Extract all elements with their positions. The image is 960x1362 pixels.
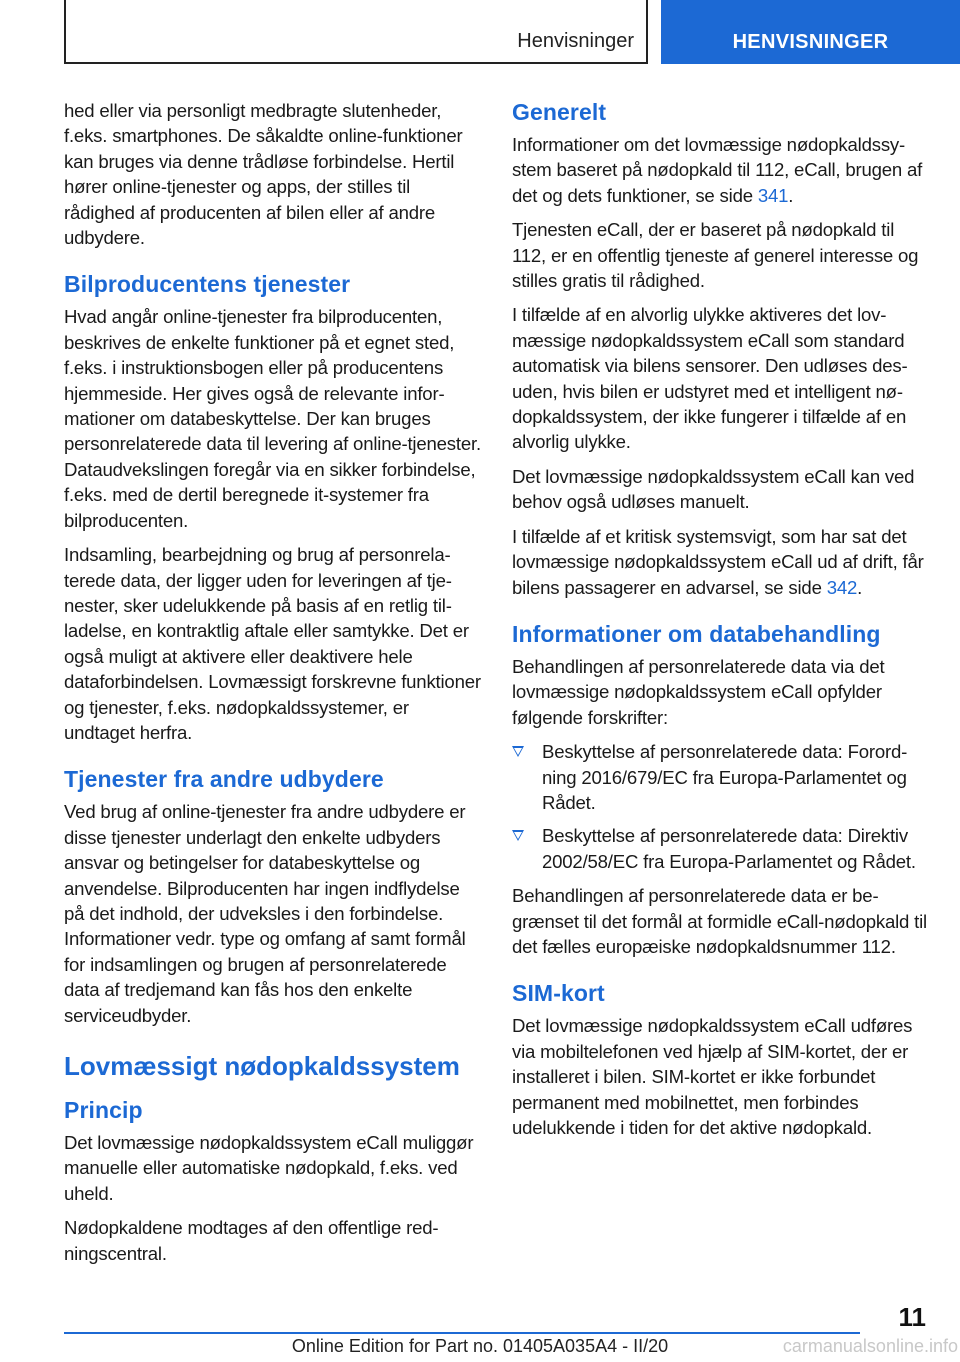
right-column (512, 98, 932, 1149)
intro-paragraph: hed eller via personligt medbragte slutenheder, f.eks. smartphones. De såkaldte online-funktioner kan bruges via denne trådløse forbindelse. Hertil hører online-tjenester og apps, der stilles til rådighed af producenten af bilen eller af andre udbydere. (64, 100, 463, 249)
bullet-list (512, 739, 932, 874)
footer-edition-text: Online Edition for Part no. 01405A035A4 - II/20 (291, 1336, 669, 1356)
list-item (512, 739, 932, 815)
paragraph: Det lovmæssige nødopkaldssystem eCall muliggør manuelle eller automatiske nødopkald, f.eks. ved uheld. (64, 1132, 474, 1204)
paragraph: Indsamling, bearbejdning og brug af personrelaterede data, der ligger uden for leveringen af tjenester, sker udelukkende på basis af en retlig tilladelse, en kontraktlig aftale eller samtykke. Det er også muligt at aktivere eller deaktivere hele dataforbindelsen. Lovmæssigt forskrevne funktioner og tjenester, f.eks. nødopkaldssystemer, er undtaget herfra. (64, 544, 481, 743)
heading-informationer-om-databehandling: Informationer om databehandling (512, 620, 881, 647)
page-link-342[interactable]: 342 (826, 576, 858, 598)
paragraph: Behandlingen af personrelaterede data via det lovmæssige nødopkaldssystem eCall opfylder følgende forskrifter: (512, 655, 885, 728)
heading-bilproducentens-tjenester: Bilproducentens tjenester (64, 271, 351, 298)
heading-generelt: Generelt (512, 99, 607, 125)
text: Informationer om det lovmæssige nødopkaldssystem baseret på nødopkald til 112, eCall, brugen af det og dets funktioner, se side (512, 134, 923, 206)
text: I tilfælde af et kritisk systemsvigt, som har sat det lovmæssige nødopkaldssystem eCall ud af drift, får bilens passagerer en advarsel, se side (512, 525, 924, 598)
footer-divider (64, 1332, 860, 1334)
triangle-bullet-icon (512, 746, 524, 757)
watermark: carmanualsonline.info (782, 1336, 958, 1356)
page-number: 11 (898, 1302, 926, 1332)
paragraph: Det lovmæssige nødopkaldssystem eCall udføres via mobiltelefonen ved hjælp af SIM-kortet, der er installeret i bilen. SIM-kortet er ikke forbundet permanent med mobilnettet, men forbindes udelukkende i tiden for det aktive nødopkald. (512, 1015, 913, 1138)
header-section-title: Henvisninger (517, 30, 634, 52)
triangle-bullet-icon (512, 830, 524, 841)
paragraph: Hvad angår online-tjenester fra bilproducenten, beskrives de enkelte funktioner på et egnet sted, f.eks. i instruktionsbogen eller på producentens hjemmeside. Her gives også de relevante informationer om databeskyttelse. Der kan bruges personrelaterede data til levering af online-tjenester. Dataudvekslingen foregår via en sikker forbindelse, f.eks. med de dertil beregnede it-systemer fra bilproducenten. (64, 306, 481, 531)
list-item-text: Beskyttelse af personrelaterede data: Direktiv 2002/58/EC fra Europa-Parlamentet og Rådet. (542, 825, 916, 872)
left-column (64, 98, 484, 1275)
paragraph: I tilfælde af en alvorlig ulykke aktiveres det lovmæssige nødopkaldssystem eCall som standard automatisk via bilens sensorer. Den udløses desuden, hvis bilen er udstyret med et intelligent nødopkaldssystem, der ikke fungerer i tilfælde af en alvorlig ulykke. (512, 304, 908, 453)
paragraph: Nødopkaldene modtages af den offentlige redningscentral. (64, 1217, 439, 1264)
paragraph: Tjenesten eCall, der er baseret på nødopkald til 112, er en offentlig tjeneste af generel interesse og stilles gratis til rådighed. (512, 219, 919, 292)
page-link-341[interactable]: 341 (757, 184, 789, 206)
paragraph: Det lovmæssige nødopkaldssystem eCall kan ved behov også udløses manuelt. (512, 465, 915, 513)
paragraph (512, 524, 932, 600)
header-section-box (64, 0, 648, 64)
heading-tjenester-fra-andre: Tjenester fra andre udbydere (64, 766, 384, 793)
heading-sim-kort: SIM-kort (512, 980, 605, 1007)
text: . (857, 576, 863, 598)
list-item (512, 823, 932, 874)
paragraph (512, 132, 932, 208)
heading-lovmaessigt-nodopkaldssystem: Lovmæssigt nødopkaldssystem (64, 1051, 460, 1081)
heading-princip: Princip (64, 1097, 143, 1123)
paragraph: Ved brug af online-tjenester fra andre udbydere er disse tjenester underlagt den enkelte udbyders ansvar og betingelser for databeskyttelse og anvendelse. Bilproducenten har ingen indflydelse på det indhold, der udveksles i den forbindelse. Informationer vedr. type og omfang af samt formål for indsamlingen og brugen af personrelaterede data af tredjemand kan fås hos den enkelte serviceudbyder. (64, 801, 466, 1026)
list-item-text: Beskyttelse af personrelaterede data: Forordning 2016/679/EC fra Europa-Parlamentet og Rådet. (542, 741, 908, 813)
header-chapter-tab: HENVISNINGER (661, 0, 960, 64)
text: . (788, 184, 794, 206)
paragraph: Behandlingen af personrelaterede data er begrænset til det formål at formidle eCall-nødopkald til det fælles europæiske nødopkaldsnummer 112. (512, 885, 927, 957)
